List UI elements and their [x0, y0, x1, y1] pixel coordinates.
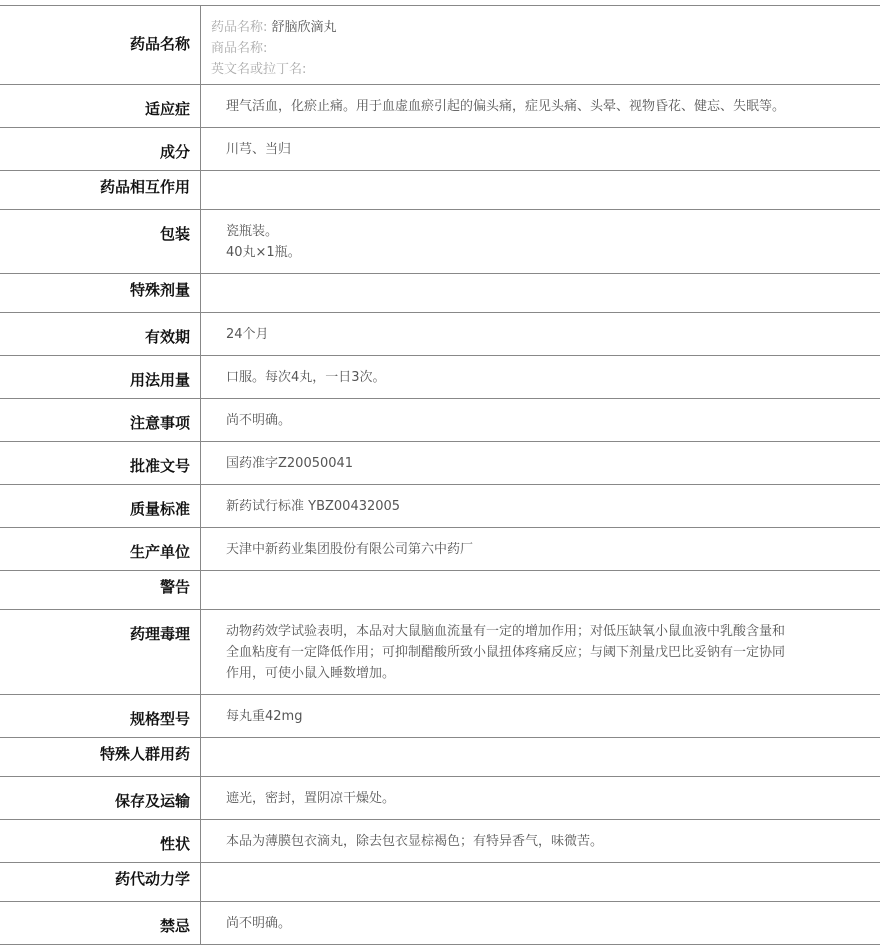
row-label: 注意事项: [0, 399, 201, 442]
drug-info-table: [0, 5, 880, 945]
row-value: 动物药效学试验表明，本品对大鼠脑血流量有一定的增加作用；对低压缺氧小鼠血液中乳酸含量和全血粘度有一定降低作用；可抑制醋酸所致小鼠扭体疼痛反应；与阈下剂量戊巴比妥钠有一定协同作用，可使小鼠入睡数增加。: [201, 610, 880, 695]
row-approval-number: [0, 442, 880, 485]
row-quality-standard: [0, 485, 880, 528]
package-line: 40丸×1瓶。: [226, 242, 790, 263]
row-label: 成分: [0, 128, 201, 171]
row-label: 质量标准: [0, 485, 201, 528]
row-value: [201, 274, 880, 313]
row-special-population: [0, 738, 880, 777]
row-value: 理气活血，化瘀止痛。用于血虚血瘀引起的偏头痛，症见头痛、头晕、视物昏花、健忘、失眠等。: [201, 85, 880, 128]
row-value: 遮光，密封，置阴凉干燥处。: [201, 777, 880, 820]
row-appearance: [0, 820, 880, 863]
row-value: [201, 210, 880, 274]
row-label: 适应症: [0, 85, 201, 128]
english-name-key: 英文名或拉丁名:: [211, 59, 860, 80]
row-contraindications: [0, 902, 880, 945]
row-label: 批准文号: [0, 442, 201, 485]
row-package: [0, 210, 880, 274]
row-value: 本品为薄膜包衣滴丸，除去包衣显棕褐色；有特异香气，味微苦。: [201, 820, 880, 863]
row-label: 性状: [0, 820, 201, 863]
row-label: 特殊剂量: [0, 274, 201, 313]
row-value: 新药试行标准 YBZ00432005: [201, 485, 880, 528]
row-label: 特殊人群用药: [0, 738, 201, 777]
row-indications: [0, 85, 880, 128]
row-label: 包装: [0, 210, 201, 274]
drug-info-sheet: [0, 5, 880, 945]
row-storage: [0, 777, 880, 820]
row-label: 有效期: [0, 313, 201, 356]
row-value: 尚不明确。: [201, 399, 880, 442]
row-label: 生产单位: [0, 528, 201, 571]
row-value: 天津中新药业集团股份有限公司第六中药厂: [201, 528, 880, 571]
generic-name-key: 药品名称:: [211, 20, 267, 35]
row-value: [201, 6, 880, 85]
row-label: 规格型号: [0, 695, 201, 738]
row-label: 保存及运输: [0, 777, 201, 820]
row-interactions: [0, 171, 880, 210]
row-value: [201, 863, 880, 902]
row-value: [201, 571, 880, 610]
row-label: 药品名称: [0, 6, 201, 85]
row-label: 警告: [0, 571, 201, 610]
row-manufacturer: [0, 528, 880, 571]
row-warning: [0, 571, 880, 610]
row-value: [201, 171, 880, 210]
row-value: 24个月: [201, 313, 880, 356]
generic-name-value: 舒脑欣滴丸: [272, 20, 337, 35]
row-ingredients: [0, 128, 880, 171]
row-shelf-life: [0, 313, 880, 356]
row-label: 用法用量: [0, 356, 201, 399]
row-label: 药理毒理: [0, 610, 201, 695]
row-label: 药品相互作用: [0, 171, 201, 210]
row-label: 禁忌: [0, 902, 201, 945]
row-value: 尚不明确。: [201, 902, 880, 945]
row-value: 川芎、当归: [201, 128, 880, 171]
trade-name-key: 商品名称:: [211, 38, 860, 59]
row-usage: [0, 356, 880, 399]
row-pharmacology: [0, 610, 880, 695]
row-special-dosage: [0, 274, 880, 313]
row-value: 国药准字Z20050041: [201, 442, 880, 485]
row-specification: [0, 695, 880, 738]
row-label: 药代动力学: [0, 863, 201, 902]
package-line: 瓷瓶装。: [226, 221, 790, 242]
row-pharmacokinetics: [0, 863, 880, 902]
row-value: 口服。每次4丸，一日3次。: [201, 356, 880, 399]
row-precautions: [0, 399, 880, 442]
row-value: [201, 738, 880, 777]
row-drug-name: [0, 6, 880, 85]
row-value: 每丸重42mg: [201, 695, 880, 738]
